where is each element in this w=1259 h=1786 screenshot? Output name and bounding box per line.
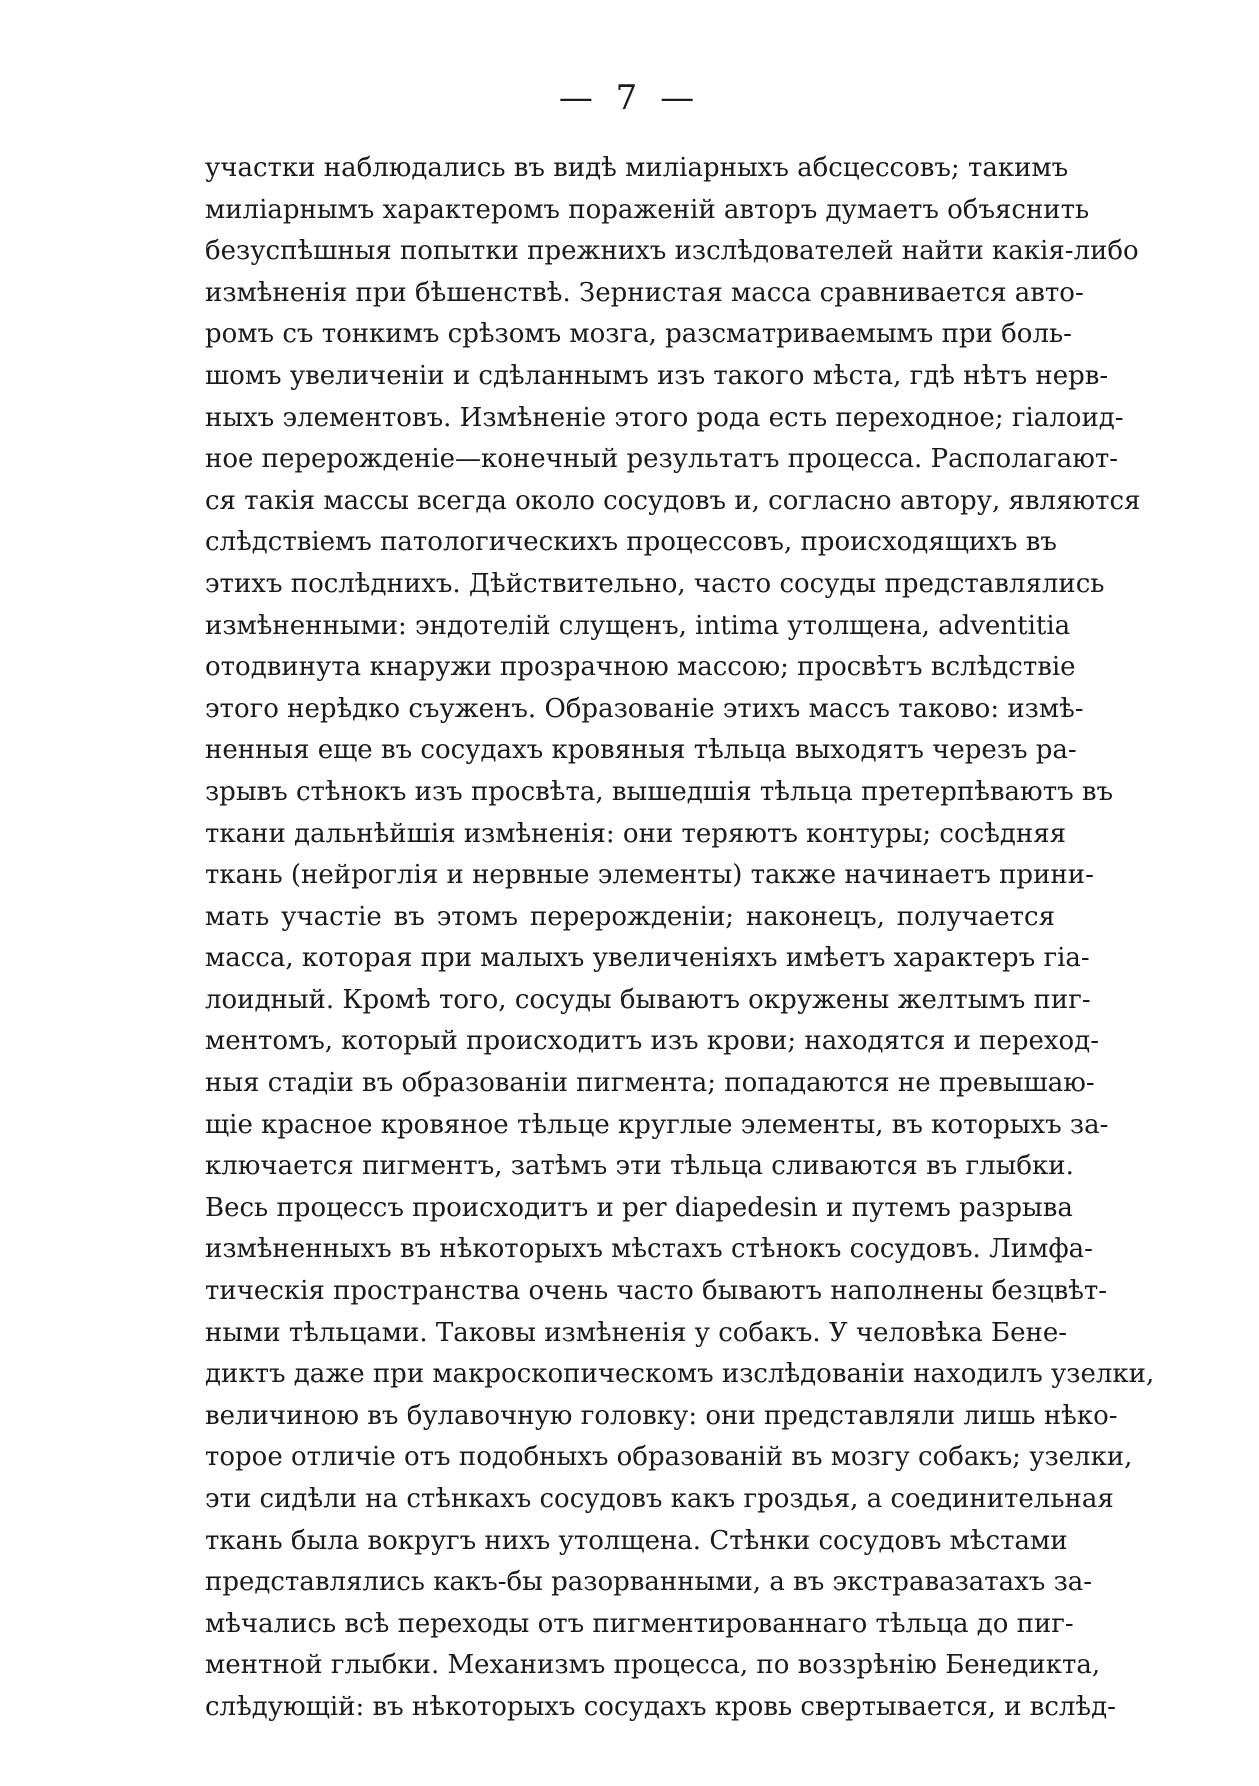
text-line: зрывъ стѣнокъ изъ просвѣта, вышедшія тѣльца претерпѣваютъ въ (205, 776, 1114, 807)
text-line: ное перерожденіе—конечный результатъ процесса. Располагают- (205, 444, 1119, 475)
text-line: ткань была вокругъ нихъ утолщена. Стѣнки сосудовъ мѣстами (205, 1525, 1068, 1556)
text-line: измѣненія при бѣшенствѣ. Зернистая масса сравнивается авто- (205, 277, 1084, 308)
text-line: ткани дальнѣйшія измѣненія: они теряютъ контуры; сосѣдняя (205, 818, 1067, 849)
text-line: тическія пространства очень часто бываютъ наполнены безцвѣт- (205, 1276, 1108, 1307)
text-line: лоидный. Кромѣ того, сосуды бываютъ окружены желтымъ пиг- (205, 984, 1091, 1015)
text-line: измѣненными: эндотелій слущенъ, intima утолщена, adventitia (205, 610, 1071, 641)
text-line: миліарнымъ характеромъ пораженій авторъ думаетъ объяснить (205, 194, 1090, 225)
text-line: ныхъ элементовъ. Измѣненіе этого рода есть переходное; гіалоид- (205, 402, 1124, 433)
text-line: представлялись какъ-бы разорванными, а въ экстравазатахъ за- (205, 1567, 1093, 1598)
text-line: эти сидѣли на стѣнкахъ сосудовъ какъ гроздья, а соединительная (205, 1484, 1114, 1514)
text-line: безуспѣшныя попытки прежнихъ изслѣдователей найти какія-либо (205, 236, 1139, 267)
text-line: мѣчались всѣ переходы отъ пигментированнаго тѣльца до пиг- (205, 1608, 1074, 1639)
text-line: масса, которая при малыхъ увеличеніяхъ имѣетъ характеръ гіа- (205, 943, 1090, 974)
text-line: величиною въ булавочную головку: они представляли лишь нѣко- (205, 1400, 1118, 1431)
text-line: слѣдующій: въ нѣкоторыхъ сосудахъ кровь свертывается, и вслѣд- (205, 1691, 1116, 1722)
text-line: измѣненныхъ въ нѣкоторыхъ мѣстахъ стѣнокъ сосудовъ. Лимфа- (205, 1234, 1093, 1265)
text-line: ромъ съ тонкимъ срѣзомъ мозга, разсматриваемымъ при боль- (205, 319, 1072, 350)
text-line: этого нерѣдко съуженъ. Образованіе этихъ массъ таково: измѣ- (205, 693, 1084, 724)
text-line: шомъ увеличеніи и сдѣланнымъ изъ такого мѣста, гдѣ нѣтъ нерв- (205, 360, 1109, 391)
text-line: ными тѣльцами. Таковы измѣненія у собакъ. У человѣка Бене- (205, 1317, 1068, 1348)
body-text (205, 148, 1155, 1729)
text-line: диктъ даже при макроскопическомъ изслѣдованіи находилъ узелки, (205, 1359, 1155, 1390)
text-line: ся такія массы всегда около сосудовъ и, согласно автору, являются (205, 485, 1141, 516)
text-line: ментомъ, который происходитъ изъ крови; находятся и переход- (205, 1026, 1099, 1057)
text-line: торое отличіе отъ подобныхъ образованій въ мозгу собакъ; узелки, (205, 1442, 1133, 1473)
text-line: ткань (нейроглія и нервные элементы) также начинаетъ прини- (205, 860, 1094, 891)
text-line: ключается пигментъ, затѣмъ эти тѣльца сливаются въ глыбки. (205, 1151, 1074, 1182)
text-line: ныя стадіи въ образованіи пигмента; попадаются не превышаю- (205, 1068, 1095, 1099)
text-line: этихъ послѣднихъ. Дѣйствительно, часто сосуды представлялись (205, 568, 1105, 599)
text-line: ненныя еще въ сосудахъ кровяныя тѣльца выходятъ черезъ ра- (205, 735, 1077, 766)
text-line: отодвинута кнаружи прозрачною массою; просвѣтъ вслѣдствіе (205, 652, 1076, 683)
text-line: ментной глыбки. Механизмъ процесса, по воззрѣнію Бенедикта, (205, 1650, 1101, 1681)
text-line: Весь процессъ происходитъ и per diapedesin и путемъ разрыва (205, 1192, 1073, 1223)
text-line: мать участіе въ этомъ перерожденіи; наконецъ, получается (205, 901, 1055, 932)
text-line: слѣдствіемъ патологическихъ процессовъ, происходящихъ въ (205, 527, 1057, 558)
page-number: — 7 — (558, 78, 701, 118)
text-line: участки наблюдались въ видѣ миліарныхъ абсцессовъ; такимъ (205, 153, 1069, 183)
text-line: щіе красное кровяное тѣльце круглые элементы, въ которыхъ за- (205, 1109, 1109, 1140)
